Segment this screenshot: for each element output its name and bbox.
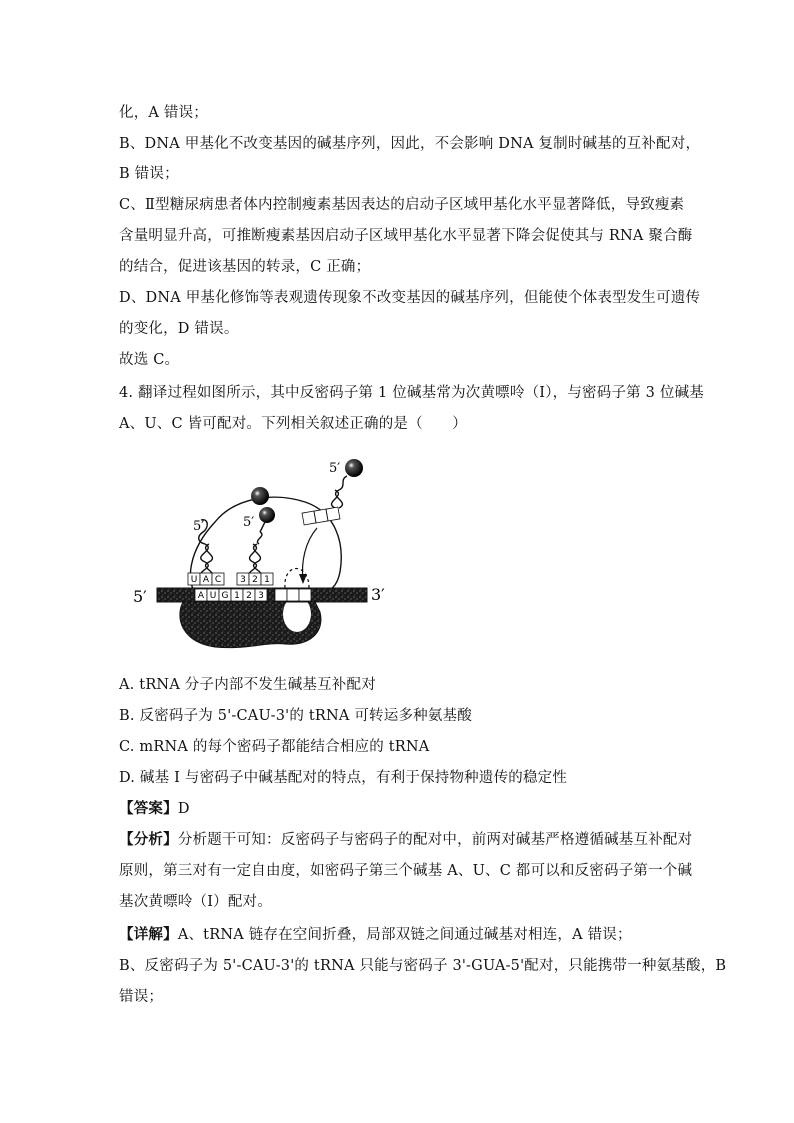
mrna-5prime-label: 5′	[133, 587, 147, 606]
svg-text:C: C	[214, 575, 222, 585]
trna-1-anticodon	[188, 573, 224, 585]
analysis-line	[119, 830, 693, 850]
trna-3	[332, 476, 347, 508]
codon-base: 3	[258, 591, 264, 601]
answer-line	[119, 799, 679, 819]
codon-base: 2	[246, 591, 252, 601]
option-b: B. 反密码子为 5'-CAU-3'的 tRNA 可转运多种氨基酸	[119, 708, 472, 724]
codon-base: U	[209, 591, 217, 601]
codon-base: A	[197, 591, 205, 601]
amino-acid-ball	[251, 487, 269, 505]
analysis-line: 原则，第三对有一定自由度，如密码子第三个碱基 A、U、C 都可以和反密码子第一个碱	[119, 863, 693, 879]
trna-2-5prime-label: 5′	[243, 515, 255, 530]
translation-diagram	[125, 452, 395, 652]
text-line: 含量明显升高，可推断瘦素基因启动子区域甲基化水平显著下降会促使其与 RNA 聚合酶	[119, 228, 693, 244]
text-line: D、DNA 甲基化修饰等表观遗传现象不改变基因的碱基序列，但能使个体表型发生可遗传	[119, 290, 701, 306]
svg-text:A: A	[202, 575, 210, 585]
trna-2-anticodon	[237, 573, 273, 585]
option-c: C. mRNA 的每个密码子都能结合相应的 tRNA	[119, 739, 430, 755]
question-stem-line: 4. 翻译过程如图所示，其中反密码子第 1 位碱基常为次黄嘌呤（I），与密码子第 3 位碱基	[119, 385, 705, 401]
detail-label: 【详解】	[119, 926, 178, 943]
text-line: 化，A 错误；	[119, 105, 208, 121]
svg-text:1: 1	[264, 575, 270, 585]
detail-line	[119, 925, 679, 945]
mrna-3prime-label: 3′	[371, 585, 385, 604]
detail-text: A、tRNA 链存在空间折叠，局部双链之间通过碱基对相连，A 错误；	[177, 927, 632, 943]
option-d: D. 碱基 I 与密码子中碱基配对的特点，有利于保持物种遗传的稳定性	[119, 770, 568, 786]
svg-text:3: 3	[240, 575, 246, 585]
question-stem-line: A、U、C 皆可配对。下列相关叙述正确的是（ ）	[119, 416, 467, 432]
text-line: B 错误；	[119, 166, 179, 182]
answer-label: 【答案】	[119, 800, 178, 817]
text-line: B、DNA 甲基化不改变基因的碱基序列，因此，不会影响 DNA 复制时碱基的互补配对，	[119, 136, 701, 152]
svg-text:2: 2	[252, 575, 258, 585]
codon-base: G	[221, 591, 229, 601]
trna-3-5prime-label: 5′	[329, 461, 341, 476]
analysis-text: 分析题干可知：反密码子与密码子的配对中，前两对碱基严格遵循碱基互补配对	[177, 832, 693, 848]
text-line: 的结合，促进该基因的转录，C 正确；	[119, 259, 371, 275]
analysis-label: 【分析】	[119, 831, 178, 848]
svg-text:U: U	[190, 575, 198, 585]
option-a: A. tRNA 分子内部不发生碱基互补配对	[119, 677, 376, 693]
answer-value: D	[177, 801, 190, 817]
trna-1-5prime-label: 5′	[193, 519, 205, 534]
text-line: 故选 C。	[119, 352, 180, 368]
mrna-codons	[195, 589, 311, 601]
amino-acid-ball	[345, 459, 363, 477]
amino-acid-ball	[259, 507, 275, 523]
detail-line: B、反密码子为 5'-CAU-3'的 tRNA 只能与密码子 3'-GUA-5'配对，只能携带一种氨基酸，B	[119, 958, 727, 974]
detail-line: 错误；	[119, 989, 164, 1005]
text-line: 的变化，D 错误。	[119, 321, 239, 337]
analysis-line: 基次黄嘌呤（I）配对。	[119, 894, 272, 910]
text-line: C、Ⅱ型糖尿病患者体内控制瘦素基因表达的启动子区域甲基化水平显著降低，导致瘦素	[119, 197, 685, 213]
codon-base: 1	[234, 591, 240, 601]
